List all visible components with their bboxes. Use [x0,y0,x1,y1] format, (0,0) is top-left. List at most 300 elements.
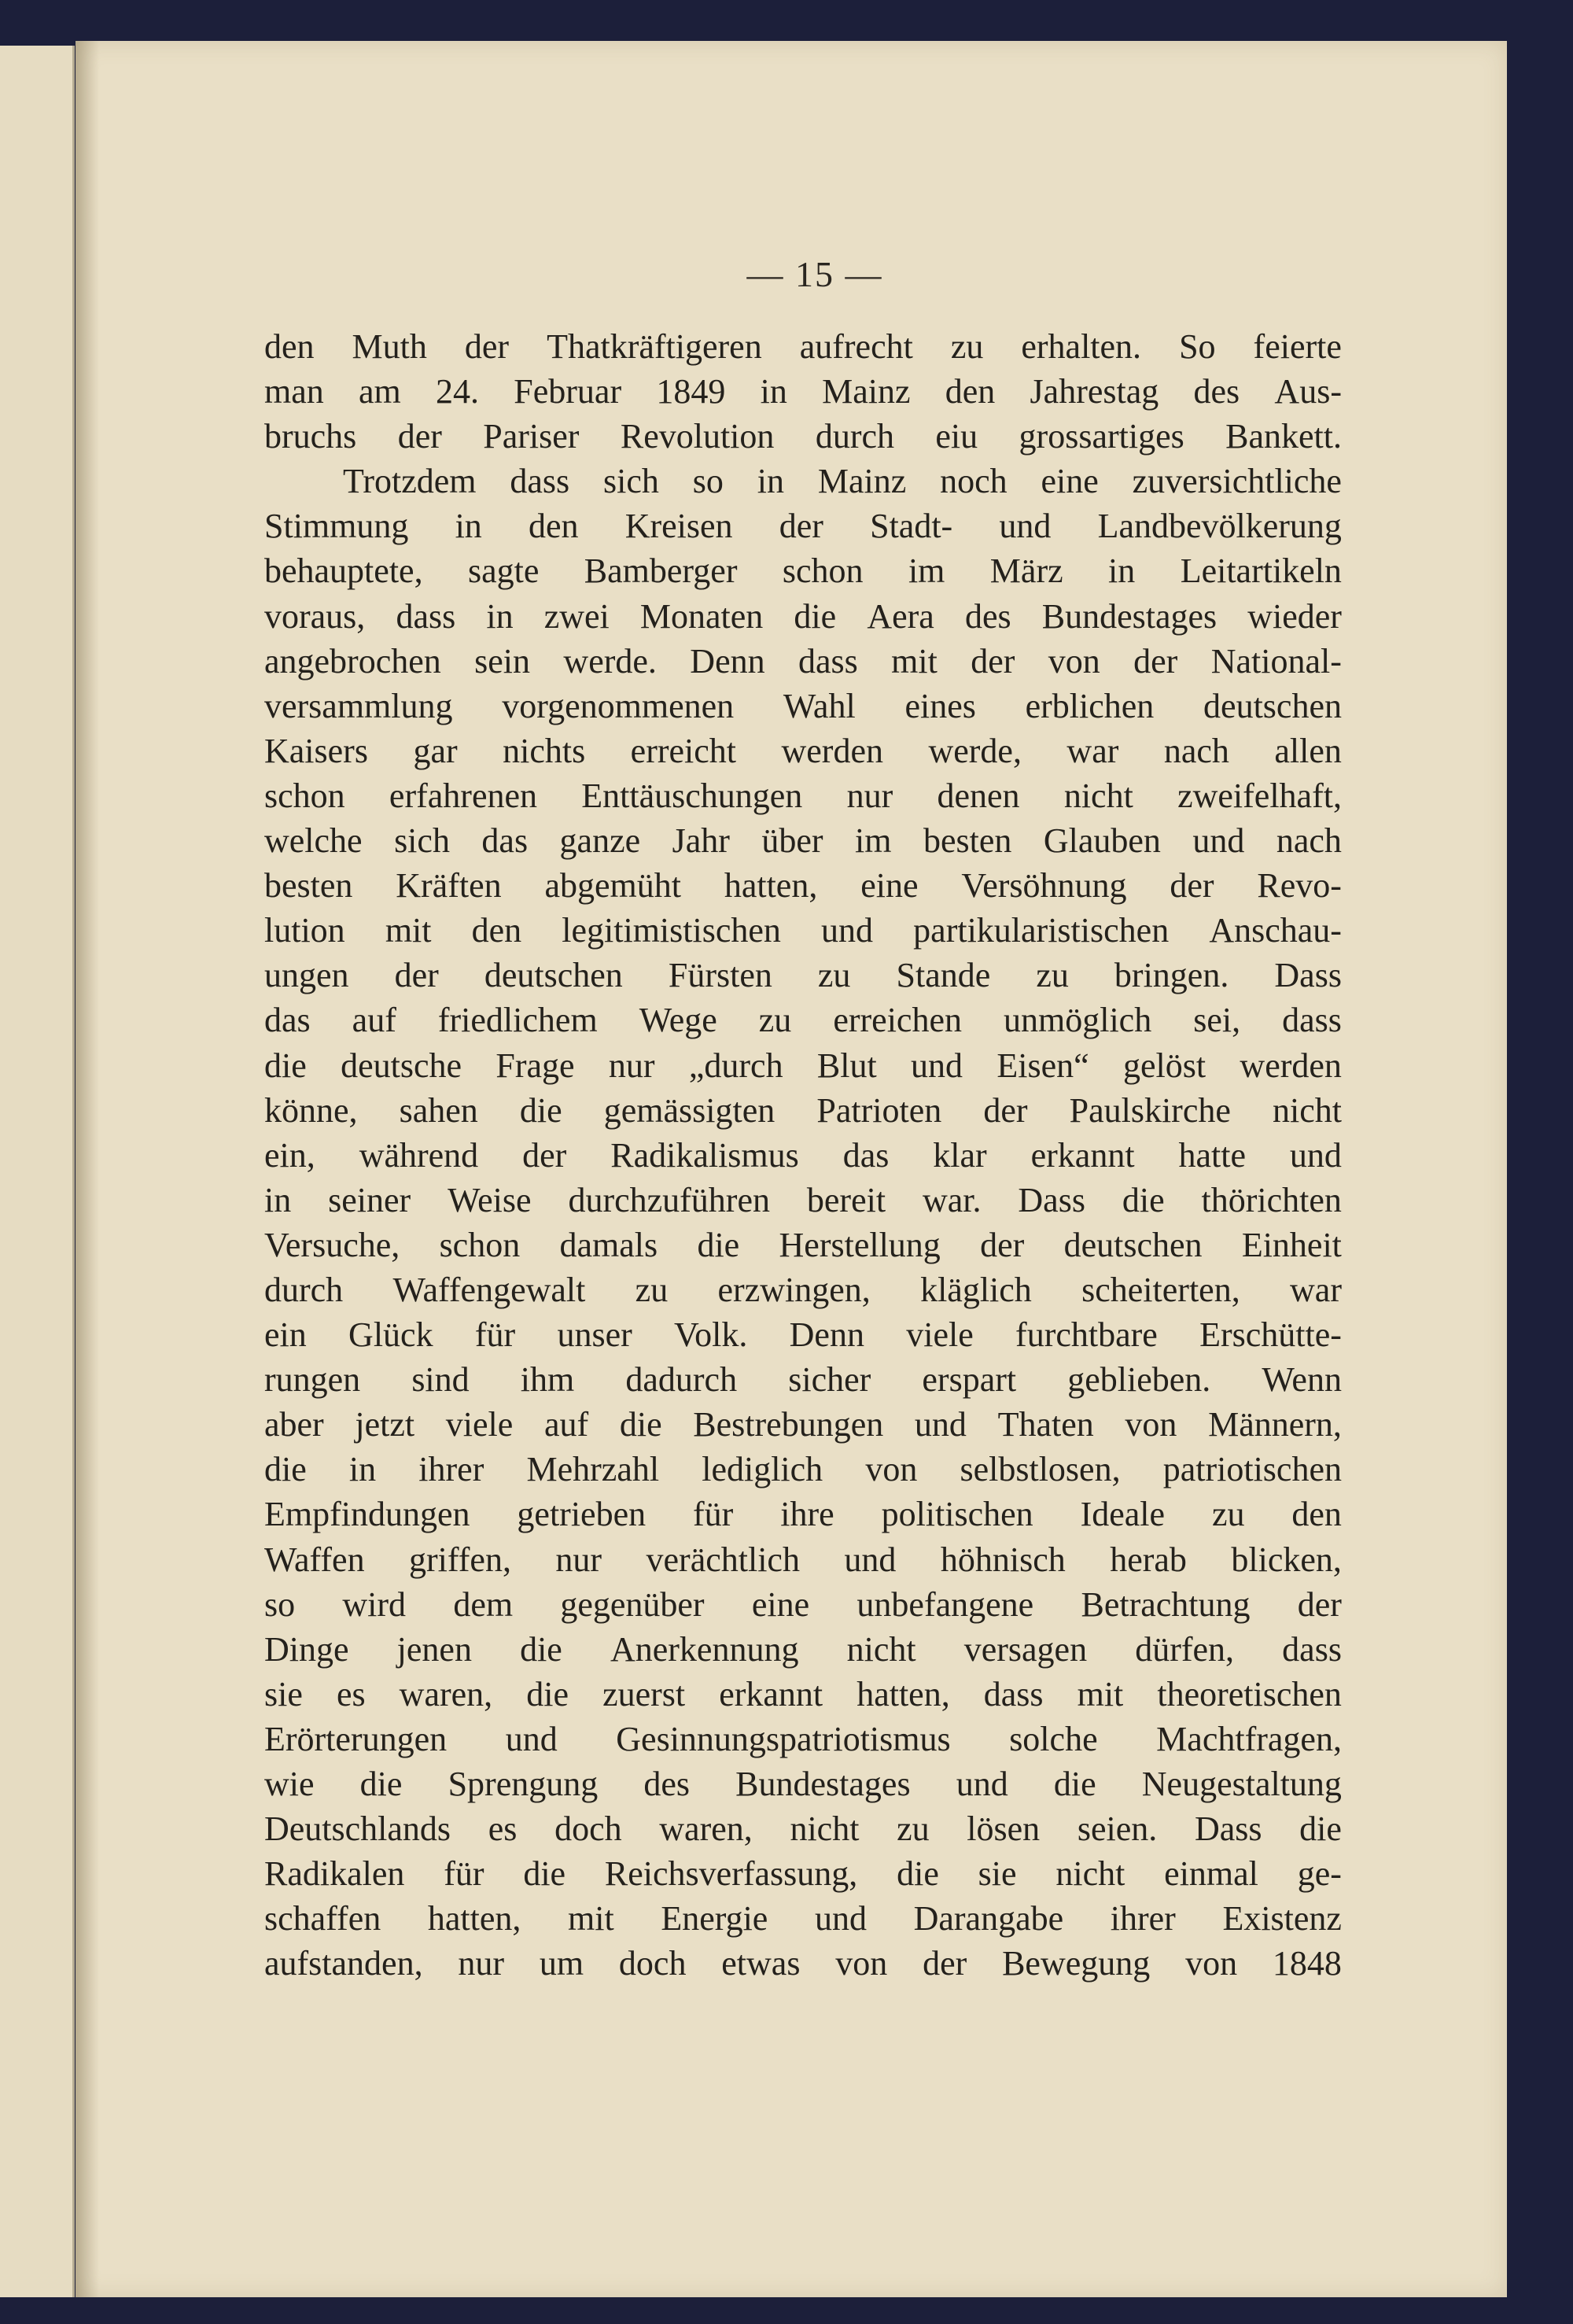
word: getrieben [517,1495,647,1534]
word: so [264,1584,296,1624]
word: eines [904,686,976,725]
word: sich [603,462,659,501]
word: zu [817,956,851,995]
word: Aera [867,596,934,636]
word: sind [411,1360,470,1400]
word: auf [352,1001,396,1040]
word: partikularistischen [913,911,1170,950]
word: bereit [806,1180,886,1219]
word: von [1048,641,1100,681]
word: behauptete, [264,551,423,591]
word: für [474,1315,516,1355]
word: viele [445,1405,514,1444]
word: Revolution [620,417,775,456]
word: von [835,1944,888,1983]
word: Waffen [264,1540,365,1579]
word: mit [1077,1674,1124,1713]
word: der [1133,641,1178,681]
word: werden [781,731,883,770]
word: Bewegung [1002,1944,1151,1983]
word: sie [264,1674,303,1713]
word: Deutschlands [264,1809,451,1849]
word: des [1193,372,1240,411]
word: sie [978,1854,1017,1894]
word: Versöhnung [961,866,1127,906]
word: nicht [1063,776,1133,815]
word: der [1297,1584,1342,1624]
word: ein, [264,1135,315,1175]
word: Existenz [1222,1899,1342,1939]
word: etwas [721,1944,801,1983]
word: der [779,507,823,546]
word: nicht [1273,1090,1342,1130]
word: mit [385,911,432,950]
word: Gesinnungspatriotismus [616,1719,951,1758]
word: den [264,327,315,366]
word: ge- [1297,1854,1342,1894]
word: nur [555,1540,602,1579]
word: in [264,1180,292,1219]
word: dass [798,641,858,681]
word: war [1066,731,1119,770]
word: deutschen [1203,686,1342,725]
word: gelöst [1122,1046,1206,1085]
word: durch [264,1270,344,1309]
word: schon [439,1225,521,1264]
text-line [264,414,1342,459]
word: damals [559,1225,658,1264]
word: Blut [816,1046,877,1085]
text-line [264,548,1342,593]
word: die [264,1450,307,1489]
word: gemässigten [603,1090,775,1130]
word: scheiterten, [1081,1270,1240,1309]
word: eine [860,866,919,906]
text-line [264,504,1342,548]
word: nicht [1055,1854,1125,1894]
word: nach [1163,731,1229,770]
word: jetzt [355,1405,415,1444]
word: Erschütte- [1199,1315,1342,1355]
word: Wege [639,1001,717,1040]
word: über [761,821,823,861]
word: den [945,372,996,411]
word: bruchs [264,417,357,456]
word: erhalten. [1021,327,1142,366]
word: und [999,507,1052,546]
text-line [264,998,1342,1042]
word: dürfen, [1135,1629,1235,1669]
word: der [980,1225,1025,1264]
word: nach [1276,821,1342,861]
word: ihre [780,1495,834,1534]
word: aufrecht [799,327,913,366]
word: kläglich [920,1270,1032,1309]
word: patriotischen [1162,1450,1342,1489]
text-line [264,773,1342,818]
word: Wenn [1262,1360,1342,1400]
word: Jahr [672,821,730,861]
word: Bankett. [1225,417,1342,456]
word: im [908,551,945,591]
word: und [844,1540,897,1579]
word: Energie [661,1899,768,1939]
word: nicht [790,1809,860,1849]
text-line [264,1043,1342,1088]
word: sich [394,821,450,861]
word: Glück [348,1315,433,1355]
word: Patrioten [816,1090,942,1130]
text-line [264,639,1342,684]
text-line [264,1941,1342,1986]
word: für [444,1854,484,1894]
word: lution [264,911,345,950]
body-text [264,324,1342,1986]
word: dass [983,1674,1044,1713]
word: durchzuführen [568,1180,770,1219]
word: Männern, [1208,1405,1342,1444]
word: Denn [690,641,765,681]
word: sahen [399,1090,478,1130]
word: erspart [922,1360,1017,1400]
word: die [619,1405,662,1444]
text-line [264,908,1342,953]
word: unbefangene [856,1584,1034,1624]
word: es [336,1674,366,1713]
word: Paulskirche [1069,1090,1231,1130]
text-line [264,1223,1342,1267]
word: Jahrestag [1030,372,1159,411]
word: klar [933,1135,987,1175]
word: und [814,1899,867,1939]
word: höhnisch [940,1540,1066,1579]
word: Thatkräftigeren [547,327,762,366]
word: Monaten [639,596,764,636]
word: denen [937,776,1020,815]
word: lediglich [702,1450,823,1489]
word: auf [543,1405,589,1444]
word: zu [758,1001,792,1040]
text-line [264,324,1342,369]
word: Sprengung [448,1765,599,1803]
word: Stadt- [870,507,953,546]
word: die [519,1090,562,1130]
word: das [481,821,529,861]
word: der [522,1135,567,1175]
text-line [264,594,1342,639]
word: angebrochen [264,641,441,681]
facing-page-edge [0,46,75,2297]
word: deutschen [484,956,623,995]
word: Revo- [1257,866,1342,906]
word: zu [635,1270,669,1309]
word: in [486,596,514,636]
word: sein [474,641,531,681]
word: nur [608,1046,655,1085]
word: in [1108,551,1136,591]
word: zuerst [602,1674,686,1713]
text-line [264,1267,1342,1312]
word: die [897,1854,939,1894]
word: waren, [399,1674,493,1713]
word: deutschen [1063,1225,1203,1264]
word: Glauben [1043,821,1161,861]
word: gar [413,731,458,770]
word: zweifelhaft, [1177,776,1342,815]
word: zu [950,327,984,366]
word: zu [1211,1495,1245,1534]
word: hatten, [427,1899,521,1939]
word: des [964,596,1011,636]
word: sagte [467,551,540,591]
word: Dinge [264,1629,349,1669]
word: in [760,372,787,411]
word: grossartiges [1019,417,1184,456]
word: und [914,1405,967,1444]
word: Fürsten [668,956,772,995]
word: allen [1274,731,1342,770]
word: in [348,1450,377,1489]
word: bringen. [1114,956,1229,995]
word: Ideale [1080,1495,1166,1534]
word: der [464,327,510,366]
word: Herstellung [779,1225,941,1264]
word: zu [1036,956,1069,995]
word: Versuche, [264,1225,400,1264]
word: die [697,1225,740,1264]
word: ungen [264,956,349,995]
word: Anerkennung [610,1629,799,1669]
word: ihrer [1110,1899,1176,1939]
word: in [455,507,482,546]
word: feierte [1253,327,1342,366]
word: schaffen [264,1899,381,1939]
word: erkannt [719,1674,823,1713]
word: sei, [1193,1001,1241,1040]
word: „durch [688,1046,783,1085]
word: selbstlosen, [960,1450,1121,1489]
word: lösen [967,1809,1041,1849]
word: Eisen“ [996,1046,1089,1085]
word: die [1122,1180,1165,1219]
word: Weise [448,1180,532,1219]
word: der [983,1090,1028,1130]
page-number: — 15 — [746,254,883,294]
word: Reichsverfassung, [604,1854,858,1894]
word: Bundestages [1041,596,1218,636]
text-line [264,818,1342,863]
word: blicken, [1231,1540,1342,1579]
word: Aus- [1274,372,1342,411]
word: die [1299,1809,1342,1849]
text-line [264,1447,1342,1492]
word: am [359,372,401,411]
text-line [264,1088,1342,1133]
word: seien. [1077,1809,1158,1849]
word: rungen [264,1360,361,1400]
word: werden [1240,1046,1342,1085]
word: März [989,551,1063,591]
word: für [693,1495,734,1534]
word: einmal [1164,1854,1258,1894]
word: der [971,641,1015,681]
word: Machtfragen, [1156,1719,1342,1758]
word: den [1291,1495,1342,1534]
word: das [842,1135,890,1175]
word: deutsche [341,1046,462,1085]
word: hatten, [856,1674,950,1713]
word: von [1125,1405,1177,1444]
word: abgemüht [544,866,681,906]
word: und [911,1046,963,1085]
text-line [264,1851,1342,1896]
word: mit [568,1899,614,1939]
word: der [1170,866,1214,906]
word: viele [906,1315,974,1355]
word: in [757,462,784,501]
word: besten [923,821,1012,861]
word: hatten, [724,866,818,906]
word: Neugestaltung [1141,1765,1342,1803]
word: nichts [503,731,586,770]
word: durch [815,417,894,456]
word: Radikalen [264,1854,405,1894]
word: von [865,1450,918,1489]
text-line [264,953,1342,998]
word: Mainz [817,462,907,501]
word: unser [557,1315,632,1355]
word: jenen [396,1629,472,1669]
word: versagen [963,1629,1088,1669]
word: Wahl [783,686,856,725]
text-line [264,1492,1342,1536]
text-line [264,1806,1342,1851]
word: legitimistischen [562,911,781,950]
text-line [264,1357,1342,1402]
word: solche [1009,1719,1098,1758]
word: die [520,1629,562,1669]
word: eine [1041,462,1099,501]
word: Stande [896,956,991,995]
word: der [397,417,442,456]
word: herab [1110,1540,1187,1579]
word: zu [897,1809,930,1849]
word: Frage [495,1046,575,1085]
word: während [359,1135,479,1175]
word: dass [510,462,570,501]
word: Anschau- [1209,911,1342,950]
word: Dass [1274,956,1342,995]
word: die [264,1046,307,1085]
word: mit [891,641,938,681]
word: zuversichtliche [1132,462,1342,501]
word: dass [1282,1629,1342,1669]
word: furchtbare [1015,1315,1158,1355]
text-line [264,1402,1342,1447]
book-page [76,41,1507,2297]
word: nur [458,1944,505,1983]
word: 24. [436,372,480,411]
word: eine [751,1584,810,1624]
word: eiu [935,417,978,456]
word: das [264,1001,311,1040]
word: die [526,1674,569,1713]
word: Dass [1018,1180,1085,1219]
word: Bamberger [584,551,738,591]
word: die [1053,1765,1096,1803]
text-line [264,1178,1342,1223]
word: den [528,507,579,546]
word: Einheit [1241,1225,1342,1264]
word: theoretischen [1157,1674,1342,1713]
word: Leitartikeln [1180,551,1342,591]
word: Volk. [674,1315,748,1355]
word: erkannt [1030,1135,1135,1175]
word: waren, [659,1809,753,1849]
word: griffen, [409,1540,511,1579]
word: wird [342,1584,407,1624]
word: Mehrzahl [526,1450,660,1489]
word: erblichen [1025,686,1155,725]
word: doch [554,1809,622,1849]
word: nicht [846,1629,916,1669]
word: der [394,956,439,995]
text-line [264,1896,1342,1941]
text-line [264,459,1342,504]
word: Kräften [396,866,502,906]
text-line [264,1627,1342,1672]
word: thörichten [1201,1180,1342,1219]
word: ein [264,1315,307,1355]
word: Kaisers [264,731,368,770]
word: erreichen [833,1001,962,1040]
word: erzwingen, [717,1270,871,1309]
word: nur [846,776,893,815]
word: Bestrebungen [693,1405,884,1444]
text-line [264,1537,1342,1582]
word: vorgenommenen [502,686,735,725]
word: Mainz [822,372,911,411]
word: friedlichem [437,1001,598,1040]
word: Dass [1194,1809,1262,1849]
word: versammlung [264,686,453,725]
word: aufstanden, [264,1944,423,1983]
word: Landbevölkerung [1097,507,1342,546]
word: Stimmung [264,507,409,546]
word: Darangabe [913,1899,1064,1939]
word: noch [940,462,1008,501]
word: politischen [881,1495,1033,1534]
word: 1848 [1272,1944,1342,1983]
word: um [539,1944,584,1983]
word: Betrachtung [1081,1584,1251,1624]
word: Bundestages [735,1765,911,1803]
word: schon [264,776,345,815]
text-line [264,369,1342,414]
word: Radikalismus [610,1135,799,1175]
word: hatte [1178,1135,1246,1175]
word: wieder [1247,596,1342,636]
word: Erörterungen [264,1719,448,1758]
word: ihrer [418,1450,484,1489]
word: ihm [520,1360,575,1400]
text-line [264,863,1342,908]
word: werde. [563,641,657,681]
word: Trotzdem [343,462,477,501]
word: so [692,462,724,501]
word: doch [618,1944,687,1983]
word: werde, [928,731,1022,770]
